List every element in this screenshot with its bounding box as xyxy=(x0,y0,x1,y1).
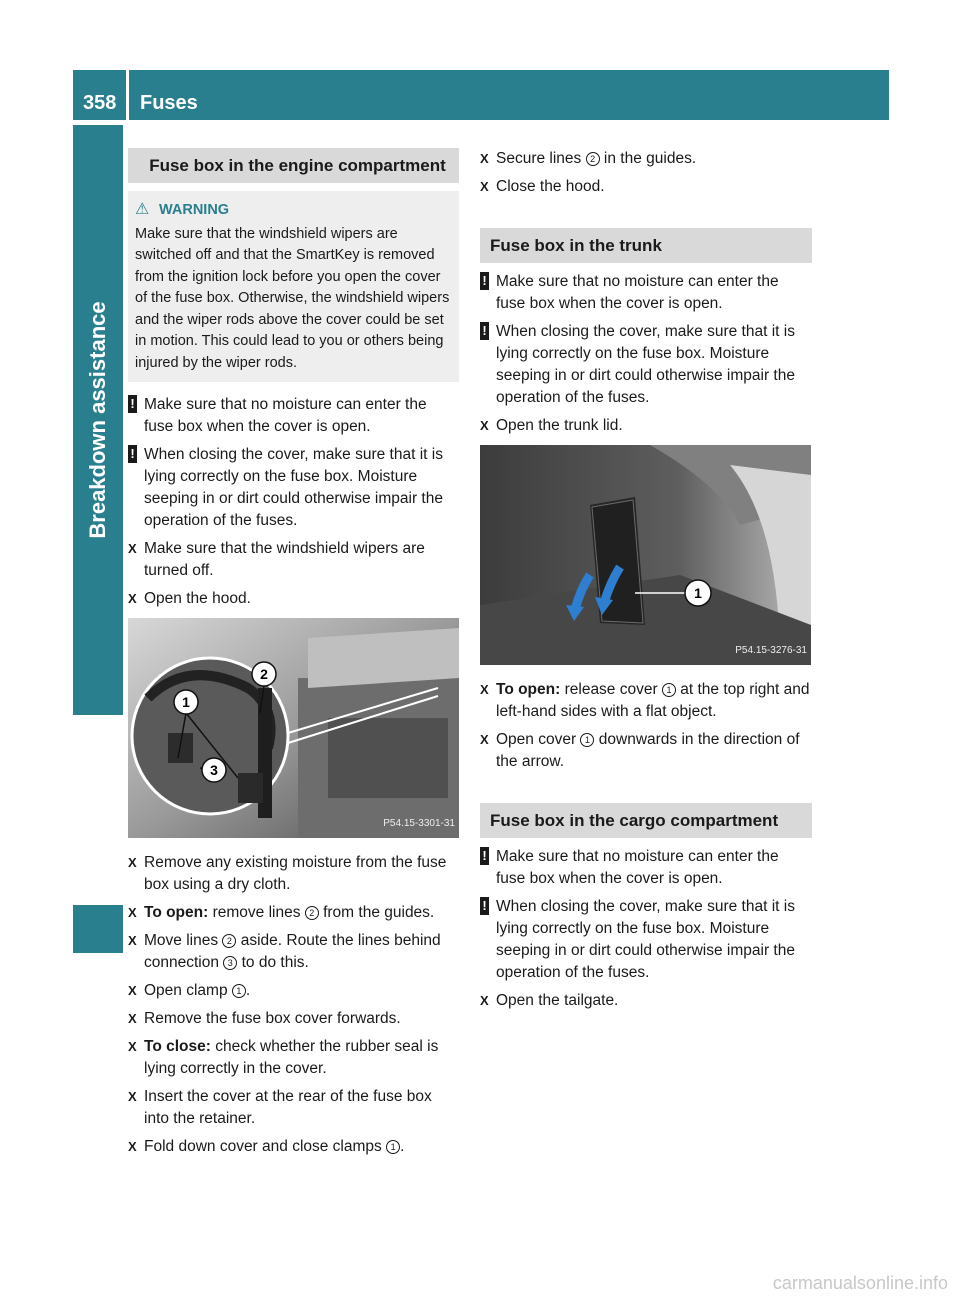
callout-ref: 1 xyxy=(662,683,676,697)
step-lead: To close: xyxy=(144,1038,211,1055)
notice: ! When closing the cover, make sure that it is lying correctly on the fuse box. Moisture seeping in or dirt could otherwise impair the operation of the fuses. xyxy=(480,321,812,409)
step-arrow-icon: X xyxy=(480,993,489,1008)
callout-2: 2 xyxy=(260,666,268,682)
step-arrow-icon: X xyxy=(480,732,489,747)
exclamation-icon: ! xyxy=(480,897,489,915)
right-column xyxy=(480,148,812,1018)
step: X Remove the fuse box cover forwards. xyxy=(128,1008,459,1030)
image-code: P54.15-3301-31 xyxy=(383,818,455,829)
notice-text: When closing the cover, make sure that it is lying correctly on the fuse box. Moisture seeping in or dirt could otherwise impair the operation of the fuses. xyxy=(144,446,443,529)
notice-text: Make sure that no moisture can enter the fuse box when the cover is open. xyxy=(144,396,427,435)
callout-ref: 3 xyxy=(223,956,237,970)
engine-compartment-photo xyxy=(128,618,459,838)
step: X To close: check whether the rubber seal is lying correctly in the cover. xyxy=(128,1038,439,1077)
engine-illustration xyxy=(128,618,459,838)
step: X To open: remove lines 2 from the guides. xyxy=(128,902,459,924)
callout-3: 3 xyxy=(210,762,218,778)
callout-ref: 1 xyxy=(232,984,246,998)
step xyxy=(128,588,459,610)
warning-triangle-icon: ⚠ xyxy=(135,201,150,218)
step-arrow-icon: X xyxy=(480,682,489,697)
step-arrow-icon: X xyxy=(128,1089,137,1104)
step-text: Open the hood. xyxy=(144,590,251,607)
step: X Close the hood. xyxy=(480,176,812,198)
step-arrow-icon: X xyxy=(480,418,489,433)
callout-1: 1 xyxy=(182,694,190,710)
notice: ! Make sure that no moisture can enter the fuse box when the cover is open. xyxy=(480,271,812,315)
step-arrow-icon: X xyxy=(128,1011,137,1026)
left-column xyxy=(128,148,459,1164)
side-tab-label: Breakdown assistance xyxy=(85,301,110,539)
page-number: 358 xyxy=(83,92,117,114)
step: X Open cover 1 downwards in the direction of the arrow. xyxy=(480,731,800,770)
step-arrow-icon: X xyxy=(128,1039,137,1054)
step: X Open the trunk lid. xyxy=(480,415,812,437)
step-arrow-icon: X xyxy=(128,855,137,870)
page-title: Fuses xyxy=(140,92,198,114)
step-arrow-icon: X xyxy=(128,905,137,920)
exclamation-icon: ! xyxy=(480,847,489,865)
callout-ref: 2 xyxy=(586,152,600,166)
step-arrow-icon: X xyxy=(128,1139,137,1154)
exclamation-icon: ! xyxy=(128,395,137,413)
exclamation-icon: ! xyxy=(128,445,137,463)
step-text: Remove any existing moisture from the fuse box using a dry cloth. xyxy=(144,854,447,893)
warning-box xyxy=(128,191,459,382)
step: X To open: release cover 1 at the top right and left-hand sides with a flat object. xyxy=(480,681,810,720)
step: X Fold down cover and close clamps 1 . xyxy=(128,1136,459,1158)
step: X Open the tailgate. xyxy=(480,990,812,1012)
footer-watermark: carmanualsonline.info xyxy=(772,1273,948,1293)
warning-title xyxy=(135,199,453,222)
step-arrow-icon: X xyxy=(128,983,137,998)
step-arrow-icon: X xyxy=(480,151,489,166)
step: X Move lines 2 aside. Route the lines behind connection 3 to do this. xyxy=(128,932,441,971)
exclamation-icon: ! xyxy=(480,322,489,340)
notice: ! Make sure that no moisture can enter the fuse box when the cover is open. xyxy=(480,846,812,890)
step-lead: To open: xyxy=(496,681,561,698)
step xyxy=(128,538,459,582)
step: X Secure lines 2 in the guides. xyxy=(480,148,812,170)
trunk-illustration xyxy=(480,445,811,665)
step: X Insert the cover at the rear of the fuse box into the retainer. xyxy=(128,1088,432,1127)
exclamation-icon: ! xyxy=(480,272,489,290)
section-title-engine: Fuse box in the engine compartment xyxy=(128,148,459,183)
callout-ref: 2 xyxy=(222,934,236,948)
header-divider xyxy=(126,70,129,120)
warning-text: Make sure that the windshield wipers are switched off and that the SmartKey is removed from the ignition lock before you open the cover of the fuse box. Otherwise, the windshield wipers and the wiper rods above the cover could be set in motion. This could lead to you or others being injured by the wiper rods. xyxy=(135,225,450,371)
step xyxy=(128,852,459,896)
step-arrow-icon: X xyxy=(128,541,137,556)
step-arrow-icon: X xyxy=(128,591,137,606)
notice xyxy=(128,394,459,438)
warning-title-text: WARNING xyxy=(159,202,230,218)
step-arrow-icon: X xyxy=(480,179,489,194)
step-lead: To open: xyxy=(144,904,209,921)
notice: ! When closing the cover, make sure that it is lying correctly on the fuse box. Moisture seeping in or dirt could otherwise impair the operation of the fuses. xyxy=(480,896,812,984)
step-arrow-icon: X xyxy=(128,933,137,948)
callout-ref: 1 xyxy=(386,1140,400,1154)
notice xyxy=(128,444,459,532)
image-code: P54.15-3276-31 xyxy=(735,645,807,656)
callout-ref: 1 xyxy=(580,733,594,747)
step: X Open clamp 1 . xyxy=(128,980,459,1002)
side-tab-marker xyxy=(73,905,123,953)
trunk-photo xyxy=(480,445,811,665)
section-title-cargo: Fuse box in the cargo compartment xyxy=(480,803,812,838)
section-title-trunk: Fuse box in the trunk xyxy=(480,228,812,263)
step-text: Make sure that the windshield wipers are turned off. xyxy=(144,540,425,579)
callout-1: 1 xyxy=(694,585,702,601)
callout-ref: 2 xyxy=(305,906,319,920)
